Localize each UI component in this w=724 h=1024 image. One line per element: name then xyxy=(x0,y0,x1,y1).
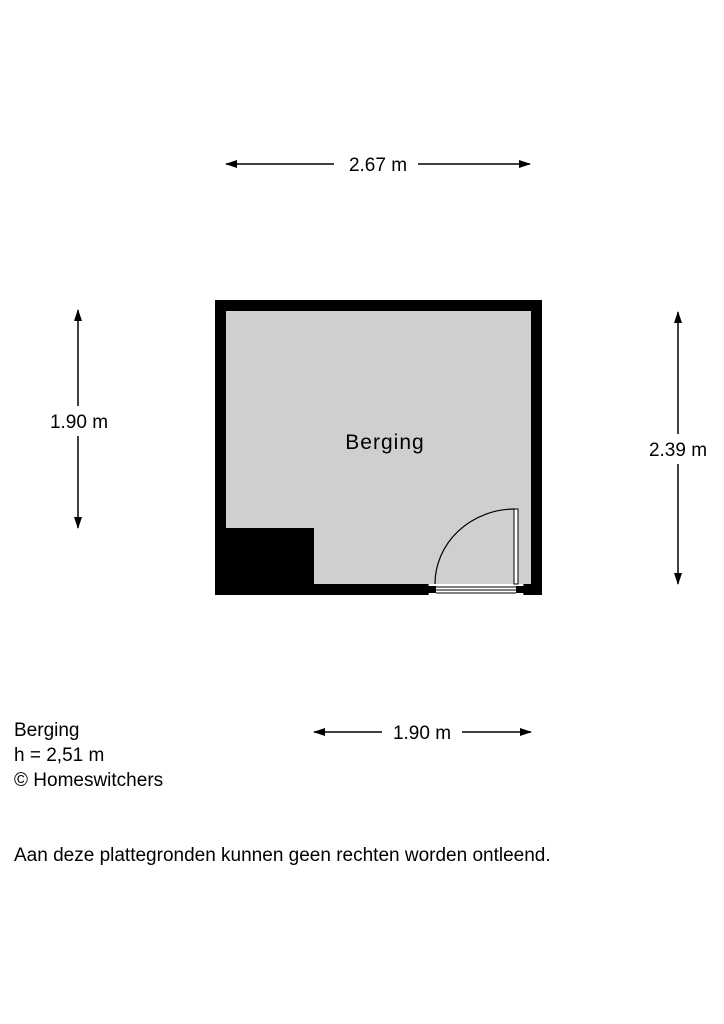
room-corner-block xyxy=(226,528,314,584)
right-height-label: 2.39 m xyxy=(648,440,708,461)
bottom-width-label: 1.90 m xyxy=(392,723,452,744)
info-room-name: Berging xyxy=(14,720,80,741)
bottom-width-dimension xyxy=(314,723,531,744)
room-berging xyxy=(215,300,542,595)
right-height-dimension xyxy=(640,312,718,584)
left-height-dimension xyxy=(40,310,118,528)
door-leaf xyxy=(514,509,518,584)
room-name-label: Berging xyxy=(345,431,425,454)
disclaimer-text: Aan deze plattegronden kunnen geen rechten worden ontleend. xyxy=(14,845,551,866)
left-height-label: 1.90 m xyxy=(49,412,109,433)
top-width-label: 2.67 m xyxy=(348,155,408,176)
top-width-dimension xyxy=(226,155,530,176)
info-ceiling-height: h = 2,51 m xyxy=(14,745,105,766)
info-copyright: © Homeswitchers xyxy=(14,770,164,791)
